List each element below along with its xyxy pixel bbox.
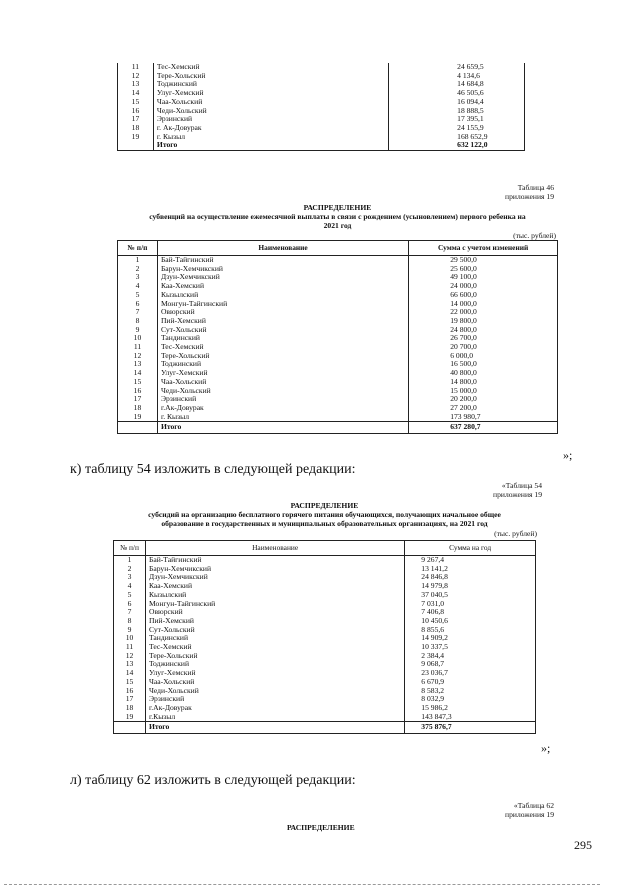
table46-closing: »; [563, 448, 573, 462]
total-row [114, 722, 536, 734]
table46-subheading-line1: субвенций на осуществление ежемесячной выплаты в связи с рождением (усыновлением) первого ребенка на [149, 212, 526, 221]
row-number: 14 [118, 369, 158, 378]
row-sum: 66 600,0 [409, 291, 558, 300]
row-number: 18 [118, 124, 154, 133]
row-sum: 49 100,0 [409, 273, 558, 282]
row-number: 13 [114, 660, 146, 669]
row-number: 11 [118, 63, 154, 72]
row-sum: 14 909,2 [405, 634, 536, 643]
row-number: 16 [118, 387, 158, 396]
row-sum: 13 141,2 [405, 565, 536, 574]
total-label: Итого [157, 422, 408, 434]
row-name: Барун-Хемчикский [157, 265, 408, 274]
table54-units: (тыс. рублей) [494, 529, 537, 538]
table46-units: (тыс. рублей) [513, 231, 556, 240]
table54-subheading-line2: образование в государственных и муниципальных образовательных организациях, на 2021 год [161, 519, 488, 528]
table-row [114, 704, 536, 713]
row-name: Тес-Хемский [157, 343, 408, 352]
row-number: 3 [118, 273, 158, 282]
row-name: Чеди-Хольский [153, 107, 388, 116]
row-sum: 14 000,0 [409, 300, 558, 309]
row-number: 4 [114, 582, 146, 591]
row-name: Тоджинский [157, 360, 408, 369]
total-empty-cell [114, 722, 146, 734]
row-sum: 9 267,4 [405, 556, 536, 565]
row-sum: 14 800,0 [409, 378, 558, 387]
row-sum: 37 040,5 [405, 591, 536, 600]
table54-closing: »; [541, 741, 551, 755]
row-sum: 9 068,7 [405, 660, 536, 669]
row-number: 3 [114, 573, 146, 582]
row-sum: 16 500,0 [409, 360, 558, 369]
row-number: 6 [118, 300, 158, 309]
row-number: 18 [118, 404, 158, 413]
row-number: 5 [118, 291, 158, 300]
row-name: Кызылский [157, 291, 408, 300]
row-name: г. Кызыл [157, 413, 408, 422]
row-number: 2 [118, 265, 158, 274]
row-number: 9 [114, 626, 146, 635]
row-name: г. Кызыл [153, 133, 388, 142]
row-name: г.Кызыл [145, 713, 404, 722]
table62-heading: РАСПРЕДЕЛЕНИЕ [287, 823, 355, 832]
row-name: Улуг-Хемский [157, 369, 408, 378]
row-sum: 15 986,2 [405, 704, 536, 713]
bottom-divider [4, 884, 600, 885]
row-sum: 173 980,7 [409, 413, 558, 422]
row-name: Дзун-Хемчикский [145, 573, 404, 582]
row-number: 2 [114, 565, 146, 574]
row-name: Эрзинский [153, 115, 388, 124]
row-name: Эрзинский [145, 695, 404, 704]
row-sum: 8 855,6 [405, 626, 536, 635]
row-sum: 16 094,4 [389, 98, 525, 107]
row-number: 16 [114, 687, 146, 696]
row-name: Овюрский [145, 608, 404, 617]
table-row [118, 413, 558, 422]
row-sum: 168 652,9 [389, 133, 525, 142]
row-number: 14 [114, 669, 146, 678]
row-sum: 26 700,0 [409, 334, 558, 343]
table46-col-n: № п/п [118, 241, 158, 256]
row-name: Чеди-Хольский [145, 687, 404, 696]
row-number: 8 [118, 317, 158, 326]
row-sum: 7 031,0 [405, 600, 536, 609]
row-number: 1 [118, 256, 158, 265]
row-name: Каа-Хемский [145, 582, 404, 591]
row-number: 10 [118, 334, 158, 343]
table46-caption-line2: приложения 19 [505, 192, 554, 201]
table46-caption [505, 183, 554, 201]
instruction-k: к) таблицу 54 изложить в следующей редакции: [70, 462, 356, 477]
row-sum: 6 670,9 [405, 678, 536, 687]
row-name: Тоджинский [153, 80, 388, 89]
row-sum: 4 134,6 [389, 72, 525, 81]
table46-col-name: Наименование [157, 241, 408, 256]
row-sum: 143 847,3 [405, 713, 536, 722]
row-number: 15 [118, 378, 158, 387]
row-name: Эрзинский [157, 395, 408, 404]
row-sum: 22 000,0 [409, 308, 558, 317]
row-name: Бай-Тайгинский [157, 256, 408, 265]
row-number: 18 [114, 704, 146, 713]
table46-heading: РАСПРЕДЕЛЕНИЕ [303, 203, 372, 212]
row-name: Чаа-Хольский [153, 98, 388, 107]
row-sum: 7 406,8 [405, 608, 536, 617]
row-name: Тандинский [145, 634, 404, 643]
table54-caption-line1: «Таблица 54 [501, 481, 542, 490]
row-sum: 24 000,0 [409, 282, 558, 291]
row-sum: 19 800,0 [409, 317, 558, 326]
row-name: Улуг-Хемский [145, 669, 404, 678]
table54-subheading-line1: субсидий на организацию бесплатного горячего питания обучающихся, получающих начальное общее [148, 510, 501, 519]
row-name: Монгун-Тайгинский [157, 300, 408, 309]
row-number: 9 [118, 326, 158, 335]
row-number: 8 [114, 617, 146, 626]
row-sum: 15 000,0 [409, 387, 558, 396]
row-name: Улуг-Хемский [153, 89, 388, 98]
total-empty-cell [118, 422, 158, 434]
row-name: Бай-Тайгинский [145, 556, 404, 565]
instruction-l: л) таблицу 62 изложить в следующей редакции: [70, 773, 356, 788]
row-number: 7 [118, 308, 158, 317]
row-sum: 40 800,0 [409, 369, 558, 378]
row-name: Тере-Хольский [153, 72, 388, 81]
row-name: г.Ак-Довурак [145, 704, 404, 713]
row-name: Кызылский [145, 591, 404, 600]
row-name: Чеди-Хольский [157, 387, 408, 396]
row-name: Тес-Хемский [153, 63, 388, 72]
row-sum: 14 684,8 [389, 80, 525, 89]
row-name: Сут-Хольский [145, 626, 404, 635]
row-sum: 24 800,0 [409, 326, 558, 335]
row-name: г.Ак-Довурак [157, 404, 408, 413]
row-number: 19 [118, 413, 158, 422]
row-sum: 10 450,6 [405, 617, 536, 626]
table54 [113, 540, 536, 734]
row-number: 19 [118, 133, 154, 142]
row-number: 17 [114, 695, 146, 704]
row-sum: 18 888,5 [389, 107, 525, 116]
table54-caption [493, 481, 542, 499]
total-label: Итого [153, 141, 388, 150]
table54-col-sum: Сумма на год [405, 541, 536, 556]
table54-caption-line2: приложения 19 [493, 490, 542, 499]
total-sum: 375 876,7 [405, 722, 536, 734]
row-sum: 6 000,0 [409, 352, 558, 361]
row-name: Тандинский [157, 334, 408, 343]
row-name: Пий-Хемский [157, 317, 408, 326]
row-sum: 17 395,1 [389, 115, 525, 124]
row-number: 14 [118, 89, 154, 98]
table-top-continuation [117, 63, 525, 151]
row-name: Каа-Хемский [157, 282, 408, 291]
row-name: Чаа-Хольский [145, 678, 404, 687]
row-number: 12 [118, 352, 158, 361]
table54-heading: РАСПРЕДЕЛЕНИЕ [290, 501, 359, 510]
row-sum: 14 979,8 [405, 582, 536, 591]
row-number: 11 [114, 643, 146, 652]
row-number: 12 [118, 72, 154, 81]
row-name: г. Ак-Довурак [153, 124, 388, 133]
table62-caption [505, 801, 554, 819]
row-sum: 20 200,0 [409, 395, 558, 404]
row-name: Тере-Хольский [157, 352, 408, 361]
table-row [114, 713, 536, 722]
row-name: Монгун-Тайгинский [145, 600, 404, 609]
row-number: 11 [118, 343, 158, 352]
table62-caption-line2: приложения 19 [505, 810, 554, 819]
row-number: 7 [114, 608, 146, 617]
row-number: 13 [118, 80, 154, 89]
row-name: Тоджинский [145, 660, 404, 669]
row-sum: 2 384,4 [405, 652, 536, 661]
row-number: 4 [118, 282, 158, 291]
row-sum: 10 337,5 [405, 643, 536, 652]
total-row [118, 422, 558, 434]
row-sum: 27 200,0 [409, 404, 558, 413]
row-number: 19 [114, 713, 146, 722]
row-sum: 8 583,2 [405, 687, 536, 696]
table54-col-name: Наименование [145, 541, 404, 556]
row-name: Сут-Хольский [157, 326, 408, 335]
table46-subheading-line2: 2021 год [323, 221, 352, 230]
total-sum: 632 122,0 [389, 141, 525, 150]
table62-caption-line1: «Таблица 62 [513, 801, 554, 810]
table54-col-n: № п/п [114, 541, 146, 556]
row-number: 17 [118, 395, 158, 404]
row-number: 13 [118, 360, 158, 369]
row-sum: 8 032,9 [405, 695, 536, 704]
row-sum: 24 659,5 [389, 63, 525, 72]
row-name: Дзун-Хемчикский [157, 273, 408, 282]
row-number: 17 [118, 115, 154, 124]
row-sum: 24 155,9 [389, 124, 525, 133]
page-number: 295 [574, 838, 592, 852]
table46-col-sum: Сумма с учетом изменений [409, 241, 558, 256]
row-name: Чаа-Хольский [157, 378, 408, 387]
total-label: Итого [145, 722, 404, 734]
row-number: 12 [114, 652, 146, 661]
row-name: Пий-Хемский [145, 617, 404, 626]
total-empty-cell [118, 141, 154, 150]
row-name: Тес-Хемский [145, 643, 404, 652]
row-sum: 46 505,6 [389, 89, 525, 98]
row-number: 16 [118, 107, 154, 116]
row-name: Овюрский [157, 308, 408, 317]
row-number: 10 [114, 634, 146, 643]
total-row [118, 141, 525, 150]
row-sum: 25 600,0 [409, 265, 558, 274]
row-sum: 29 500,0 [409, 256, 558, 265]
table46-caption-line1: Таблица 46 [517, 183, 554, 192]
row-sum: 20 700,0 [409, 343, 558, 352]
table46 [117, 240, 558, 434]
row-sum: 24 846,8 [405, 573, 536, 582]
row-name: Барун-Хемчикский [145, 565, 404, 574]
row-number: 5 [114, 591, 146, 600]
row-sum: 23 036,7 [405, 669, 536, 678]
row-name: Тере-Хольский [145, 652, 404, 661]
row-number: 15 [118, 98, 154, 107]
row-number: 15 [114, 678, 146, 687]
row-number: 6 [114, 600, 146, 609]
total-sum: 637 280,7 [409, 422, 558, 434]
row-number: 1 [114, 556, 146, 565]
